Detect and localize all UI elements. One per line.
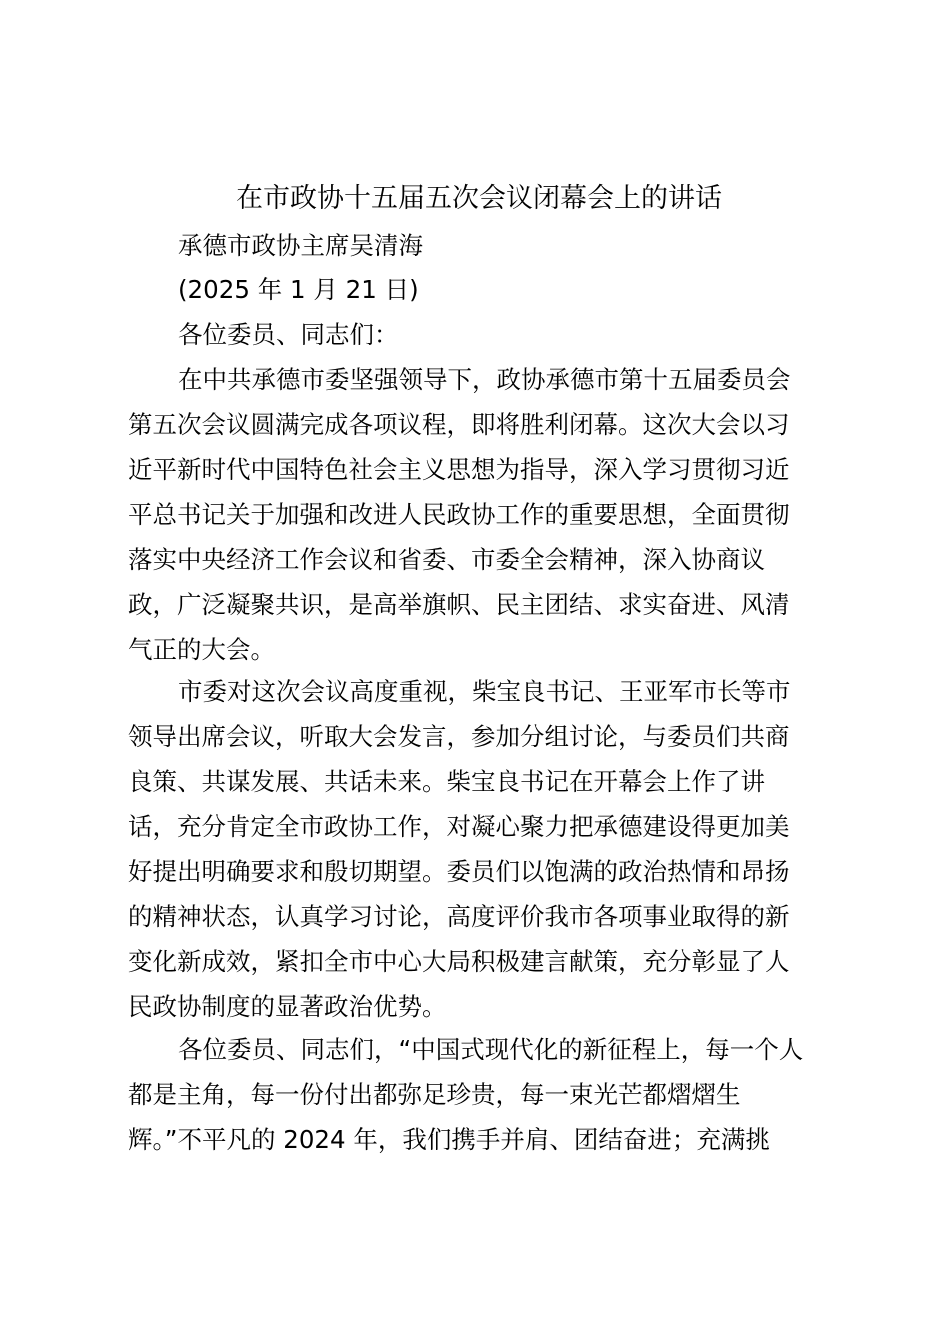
salutation-line: 各位委员、同志们：	[178, 320, 399, 349]
paragraph-line: 都是主角，每一份付出都弥足珍贵，每一束光芒都熠熠生	[128, 1080, 741, 1109]
paragraph-line: 变化新成效，紧扣全市中心大局积极建言献策，充分彰显了人	[128, 947, 790, 976]
paragraph-line: 良策、共谋发展、共话未来。柴宝良书记在开幕会上作了讲	[128, 767, 765, 796]
paragraph-line: 好提出明确要求和殷切期望。委员们以饱满的政治热情和昂扬	[128, 857, 790, 886]
paragraph-line: 近平新时代中国特色社会主义思想为指导，深入学习贯彻习近	[128, 455, 790, 484]
document-title: 在市政协十五届五次会议闭幕会上的讲话	[236, 183, 722, 214]
date-line: (2025 年 1 月 21 日)	[178, 275, 419, 304]
speaker-line: 承德市政协主席吴清海	[178, 231, 423, 260]
paragraph-line: 在中共承德市委坚强领导下，政协承德市第十五届委员会	[178, 365, 791, 394]
paragraph-line: 气正的大会。	[128, 635, 275, 664]
paragraph-line: 落实中央经济工作会议和省委、市委全会精神，深入协商议	[128, 545, 765, 574]
paragraph-line: 第五次会议圆满完成各项议程，即将胜利闭幕。这次大会以习	[128, 410, 790, 439]
paragraph-line: 话，充分肯定全市政协工作，对凝心聚力把承德建设得更加美	[128, 812, 790, 841]
paragraph-line: 政，广泛凝聚共识，是高举旗帜、民主团结、求实奋进、风清	[128, 590, 790, 619]
paragraph-line: 民政协制度的显著政治优势。	[128, 992, 447, 1021]
paragraph-line: 领导出席会议，听取大会发言，参加分组讨论，与委员们共商	[128, 722, 790, 751]
paragraph-line: 辉。”不平凡的 2024 年，我们携手并肩、团结奋进；充满挑	[128, 1125, 770, 1154]
paragraph-line: 市委对这次会议高度重视，柴宝良书记、王亚军市长等市	[178, 677, 791, 706]
paragraph-line: 的精神状态，认真学习讨论，高度评价我市各项事业取得的新	[128, 902, 790, 931]
paragraph-line: 平总书记关于加强和改进人民政协工作的重要思想，全面贯彻	[128, 500, 790, 529]
paragraph-line: 各位委员、同志们，“中国式现代化的新征程上，每一个人	[178, 1035, 804, 1064]
